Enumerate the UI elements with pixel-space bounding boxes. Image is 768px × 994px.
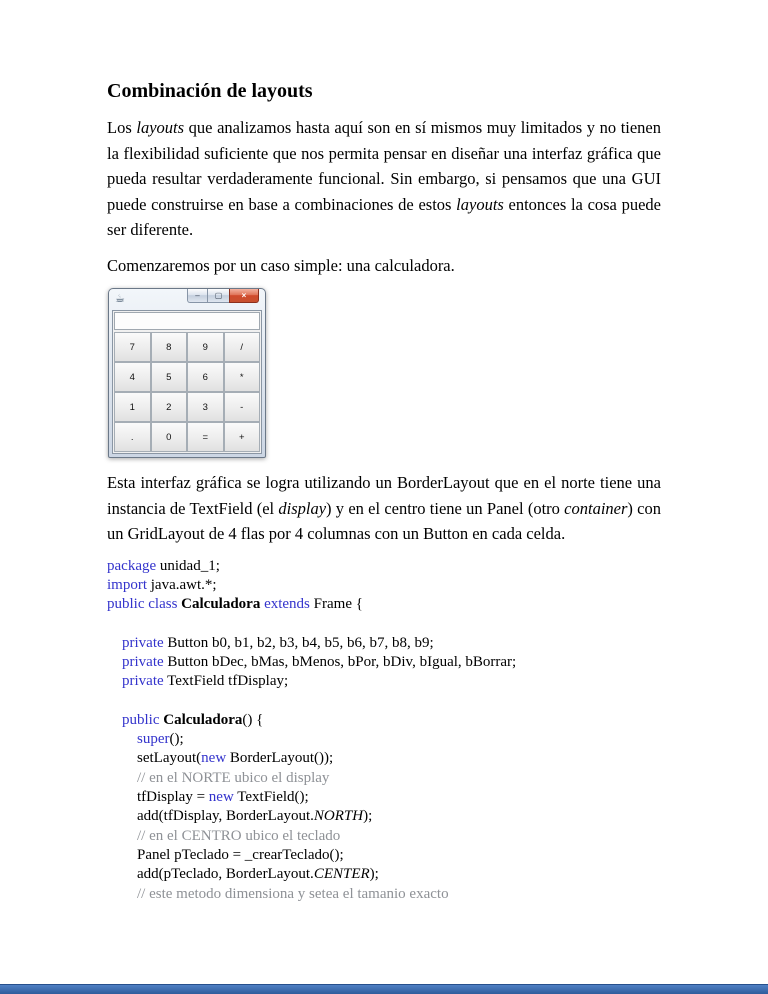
text-segment: layouts — [136, 118, 185, 137]
code-line — [107, 846, 661, 865]
text-segment: layouts — [456, 194, 504, 214]
code-segment: import — [107, 576, 147, 593]
code-segment: extends — [264, 596, 310, 613]
text-segment: Comenzaremos por un caso simple: una calculadora. — [107, 255, 455, 275]
calculator-titlebar — [109, 289, 265, 310]
code-line — [107, 557, 661, 576]
code-line — [107, 865, 661, 884]
code-line — [107, 634, 661, 653]
code-line — [107, 807, 661, 826]
code-segment: CENTER — [313, 866, 370, 883]
code-segment: Frame { — [309, 596, 363, 613]
calc-key-0: 0 — [151, 422, 188, 452]
code-segment: public class — [107, 596, 178, 613]
close-button: × — [229, 289, 259, 303]
code-segment: public — [122, 711, 160, 728]
calc-key-multiply: * — [224, 362, 261, 392]
code-segment: ); — [363, 808, 373, 825]
code-line — [107, 576, 661, 595]
code-segment: Calculadora — [181, 596, 261, 613]
code-segment: // en el NORTE ubico el display — [137, 769, 330, 786]
code-segment: Calculadora — [163, 711, 243, 728]
calc-key-5: 5 — [151, 362, 188, 392]
calc-key-9: 9 — [187, 332, 224, 362]
calc-key-dot: . — [114, 422, 151, 452]
code-line — [107, 653, 661, 672]
bottom-blue-bar — [0, 984, 768, 994]
code-line — [107, 711, 661, 730]
lead-in-paragraph — [107, 253, 661, 279]
code-line — [107, 595, 661, 614]
text-segment: Los — [107, 118, 137, 137]
code-segment: Panel pTeclado = _crearTeclado(); — [137, 846, 344, 863]
calculator-keypad — [114, 332, 260, 452]
explanation-paragraph — [107, 470, 661, 547]
code-line — [107, 827, 661, 846]
calc-key-4: 4 — [114, 362, 151, 392]
calc-key-equals: = — [187, 422, 224, 452]
code-line — [107, 672, 661, 691]
code-line — [107, 885, 661, 904]
calc-key-1: 1 — [114, 392, 151, 422]
code-segment: unidad_1; — [156, 557, 220, 574]
code-line — [107, 788, 661, 807]
code-segment: // en el CENTRO ubico el teclado — [137, 827, 341, 844]
code-line — [107, 614, 661, 633]
calc-key-minus: - — [224, 392, 261, 422]
code-segment: package — [107, 557, 157, 574]
code-line — [107, 749, 661, 768]
text-segment: entonces la cosa puede ser diferente. — [107, 194, 661, 239]
calc-key-divide: / — [224, 332, 261, 362]
calc-key-2: 2 — [151, 392, 188, 422]
code-segment: (); — [169, 731, 184, 748]
calc-key-plus: + — [224, 422, 261, 452]
calculator-display — [114, 312, 260, 330]
code-segment: Button b0, b1, b2, b3, b4, b5, b6, b7, b8, b9; — [163, 634, 434, 651]
intro-paragraph — [107, 115, 661, 243]
calc-key-6: 6 — [187, 362, 224, 392]
code-segment: NORTH — [313, 808, 364, 825]
code-line — [107, 769, 661, 788]
calc-key-7: 7 — [114, 332, 151, 362]
code-segment: TextField(); — [233, 789, 309, 806]
text-segment: ) con un GridLayout de 4 flas por 4 columnas con un Button en cada celda. — [107, 498, 661, 543]
code-segment: // este metodo dimensiona y setea el tamanio exacto — [137, 885, 449, 902]
code-segment: add(tfDisplay, BorderLayout. — [137, 808, 314, 825]
text-segment: Esta interfaz gráfica se logra utilizando un BorderLayout que en el norte tiene una instancia de TextField (el — [107, 473, 661, 518]
code-line — [107, 692, 661, 711]
code-segment: ); — [369, 866, 379, 883]
calculator-screenshot — [108, 288, 266, 458]
code-segment: setLayout( — [137, 750, 202, 767]
code-line — [107, 730, 661, 749]
code-segment: super — [137, 731, 170, 748]
calc-key-3: 3 — [187, 392, 224, 422]
code-segment: add(pTeclado, BorderLayout. — [137, 866, 314, 883]
code-segment: new — [201, 750, 227, 767]
code-segment: tfDisplay = — [137, 789, 209, 806]
code-segment: private — [122, 653, 164, 670]
text-segment: ) y en el centro tiene un Panel (otro — [326, 498, 565, 518]
code-segment: () { — [242, 711, 264, 728]
java-icon: ☕ — [115, 292, 125, 305]
code-segment: java.awt.*; — [147, 576, 217, 593]
code-segment: TextField tfDisplay; — [163, 673, 289, 690]
code-block — [107, 557, 661, 904]
minimize-button: – — [187, 289, 208, 303]
window-controls — [187, 289, 259, 303]
text-segment: display — [278, 498, 327, 518]
code-segment: Button bDec, bMas, bMenos, bPor, bDiv, bIgual, bBorrar; — [163, 653, 517, 670]
calculator-client-area — [112, 310, 262, 454]
code-segment: new — [208, 789, 234, 806]
calc-key-8: 8 — [151, 332, 188, 362]
maximize-button: ▢ — [208, 289, 229, 303]
code-segment: private — [122, 634, 164, 651]
text-segment: container — [564, 498, 628, 518]
text-segment: que analizamos hasta aquí son en sí mismos muy limitados y no tienen la flexibilidad suficiente que nos permita pensar en diseñar una interfaz gráfica que pueda resultar verdaderamente funcional. Sin embargo, si pensamos que una GUI puede construirse en base a combinaciones de estos — [107, 118, 662, 214]
code-segment: BorderLayout()); — [226, 750, 334, 767]
page-title: Combinación de layouts — [107, 80, 313, 102]
code-segment: private — [122, 673, 164, 690]
